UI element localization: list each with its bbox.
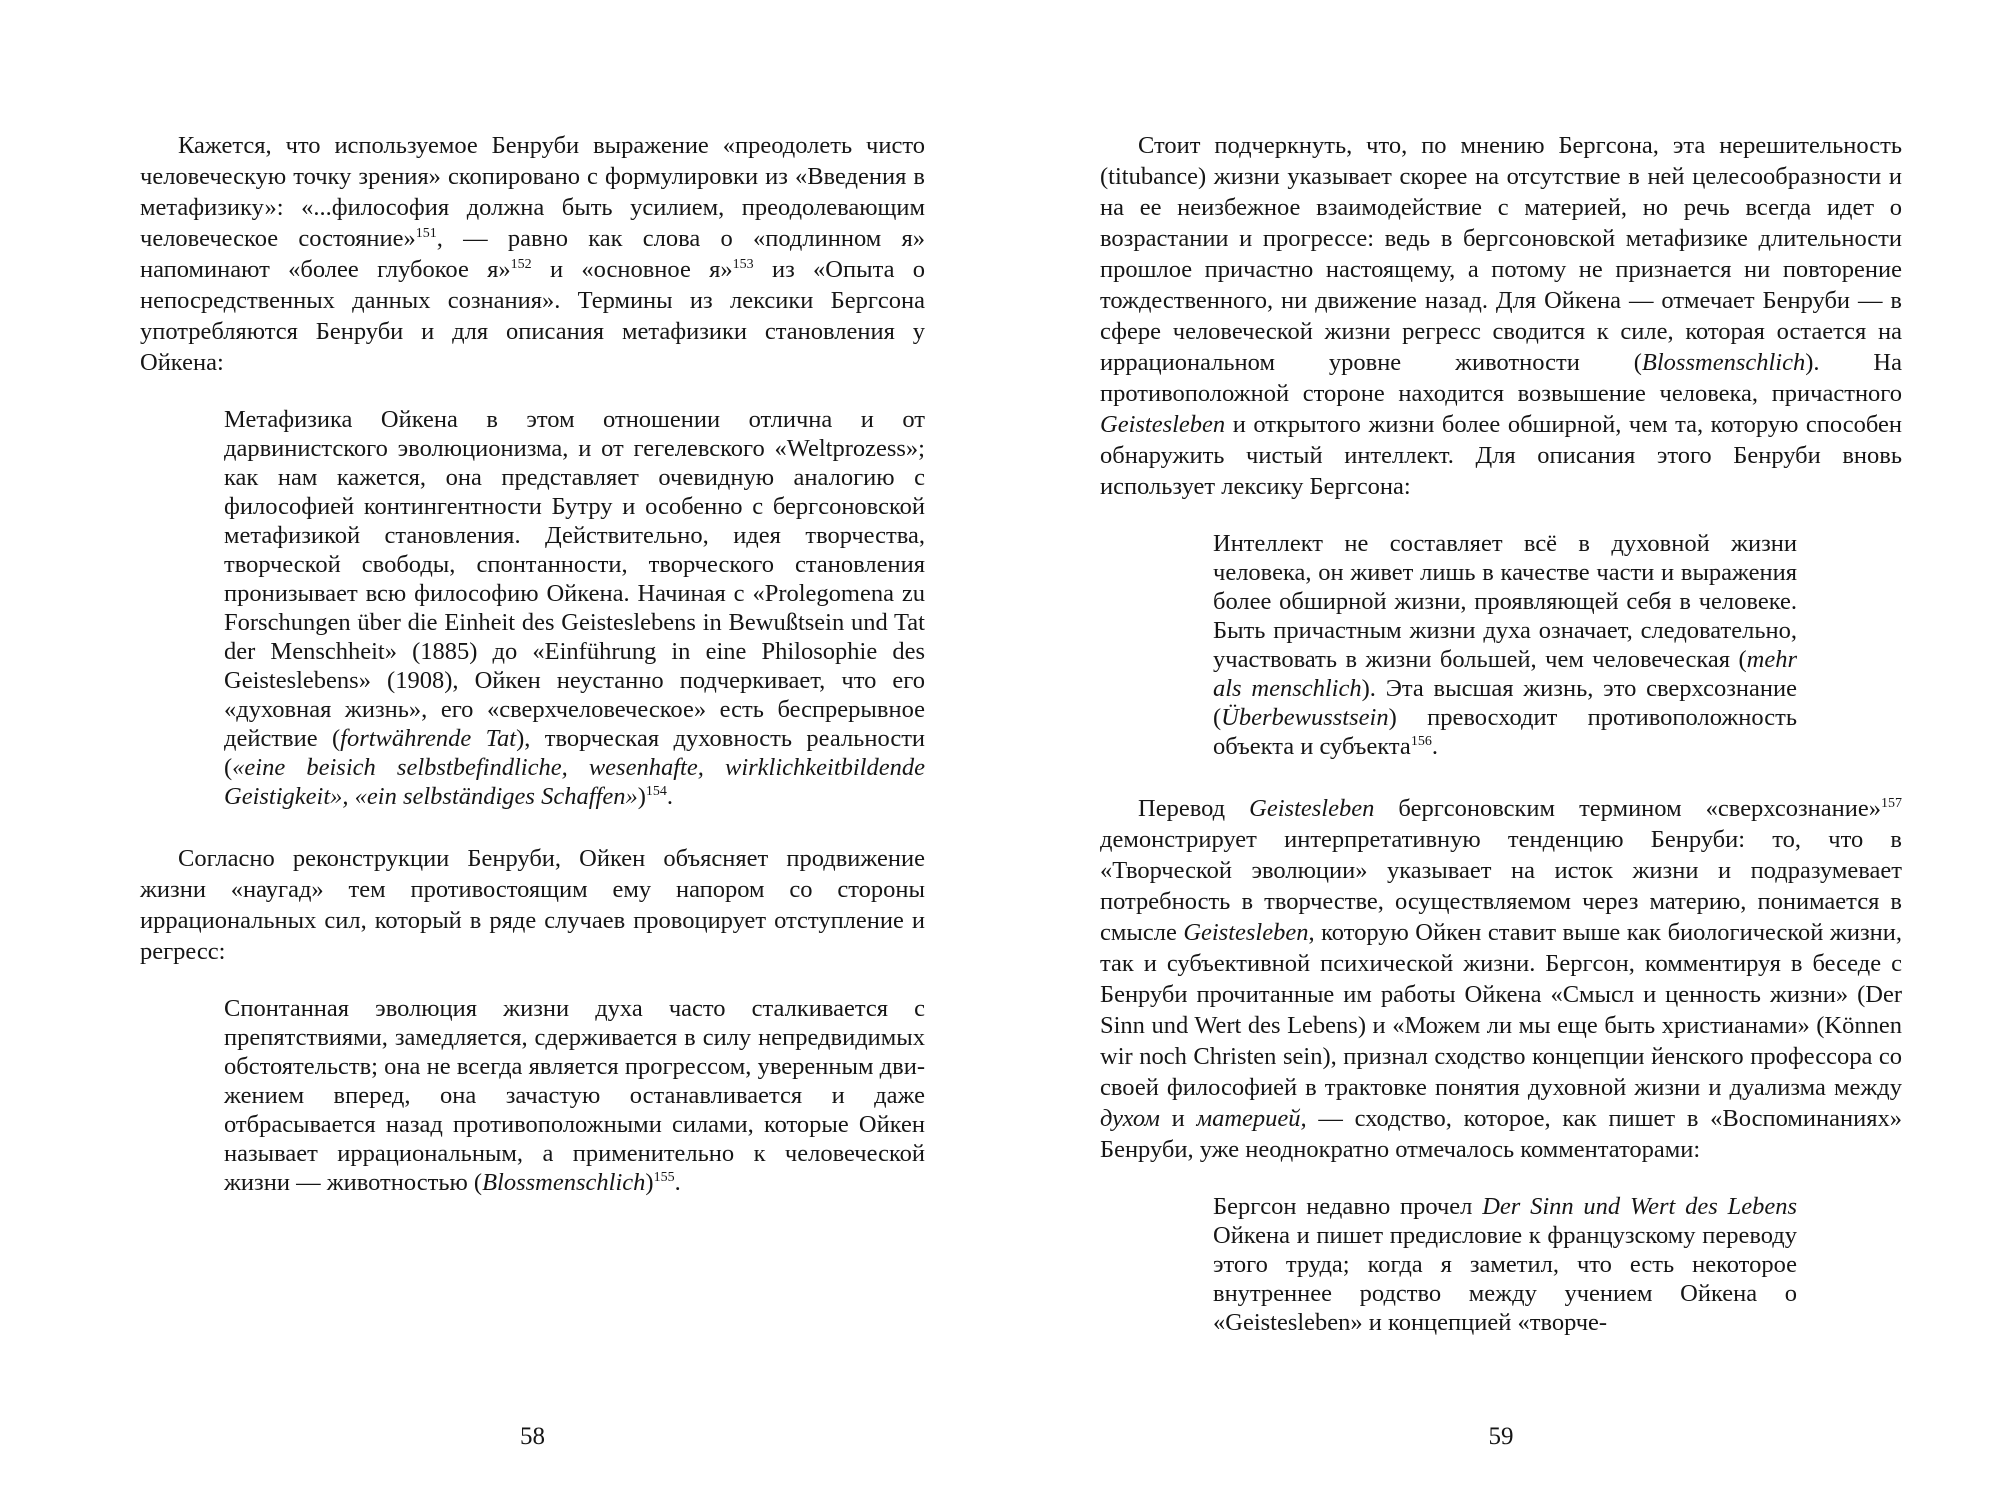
italic-term: духом (1100, 1105, 1160, 1132)
left-page (140, 0, 925, 1500)
italic-term: mehr als menschlich (1213, 646, 1797, 702)
text-run: бергсоновским термином «сверхсознание» (1374, 795, 1881, 822)
quote-paragraph (224, 405, 925, 811)
quote-paragraph (1213, 529, 1797, 761)
text-run: Интеллект не составляет всё в духовной жизни человека, он живет лишь в качестве части и выражения более обширной жизни, проявляющей себя в человеке. Быть причастным жизни духа означает, следовательно, участвовать в жизни большей, чем человеческая ( (1213, 530, 1797, 673)
italic-term: «eine beisich selbstbefindliche, wesenhafte, wirklichkeitbildende Geistigkeit», «ein selbständiges Schaffen» (224, 754, 925, 810)
quote-paragraph (224, 994, 925, 1197)
italic-term: Blossmenschlich (1641, 349, 1806, 376)
text-run: . (674, 1169, 681, 1196)
page-number: 59 (1488, 1423, 1514, 1450)
italic-term: Der Sinn und Wert des Lebens (1482, 1193, 1797, 1220)
footnote-ref[interactable]: 154 (645, 784, 667, 799)
text-run: Стоит подчеркнуть, что, по мнению Бергсона, эта нерешительность (titubance) жизни указывает скорее на отсутствие в ней целесообразности и на ее неизбежное взаимодействие с материей, но речь всегда идет о возрастании и прогрессе: ведь в бергсоновской метафизике длительности прошлое причастно настоящему, а потому не признается ни повторение тождественного, ни движение назад. Для Ойкена — отмечает Бенруби — в сфере человеческой жизни регресс сводится к силе, которая остается на иррациональном уровне животности ( (1100, 132, 1902, 376)
text-run: ) (645, 1169, 654, 1196)
right-page-text (1100, 130, 1902, 1337)
text-run: ). Эта высшая жизнь, это сверхсознание ( (1213, 675, 1797, 731)
paragraph (1100, 130, 1902, 502)
page-number: 58 (520, 1423, 545, 1450)
footnote-ref[interactable]: 157 (1881, 796, 1902, 811)
text-run: и «основное я» (531, 256, 733, 283)
text-run: демонстрирует интерпретативную тенденцию Бенруби: то, что в «Творческой эволюции» указывает на исток жизни и подразумевает потребность в творчестве, осуществляемом через материю, понимается в смысле (1100, 826, 1902, 946)
text-run: ) превосходит противоположность объекта и субъекта (1213, 704, 1797, 760)
italic-term: Geistesleben (1100, 411, 1226, 438)
paragraph: Согласно реконструкции Бенруби, Ойкен объясняет продвижение жизни «наугад» тем противостоящим ему напором со стороны иррациональных сил, который в ряде случаев провоцирует отступление и регресс: (140, 845, 925, 965)
paragraph (1100, 793, 1902, 1165)
footnote-ref[interactable]: 153 (732, 257, 754, 272)
italic-term: fortwährende Tat (340, 725, 517, 752)
italic-term: Geistesleben (1183, 919, 1309, 946)
italic-term: Überbewusstsein (1221, 704, 1389, 731)
text-run: , — равно как слова о «подлинном я» напоминают «более глубокое я» (140, 225, 926, 283)
footnote-ref[interactable]: 152 (510, 257, 532, 272)
text-run: , которую Ойкен ставит выше как биологической жизни, так и субъективной психической жизни. Бергсон, комментируя в беседе с Бенруби прочитанные им работы Ойкена «Смысл и ценность жизни» (Der Sinn und Wert des Lebens) и «Можем ли мы еще быть христианами» (Können wir noch Christen sein), признал сходство концепции йенского профессора со своей философией в трактовке понятия духовной жизни и дуализма между (1100, 919, 1902, 1101)
text-run: Бергсон недавно прочел (1213, 1193, 1483, 1220)
block-quote (1213, 1192, 1797, 1337)
text-run: ), творческая духовность реальности ( (224, 725, 926, 781)
text-run: — сходство, которое, как пишет в «Воспоминаниях» Бенруби, уже неоднократно отмечалось комментаторами: (1100, 1105, 1902, 1163)
quote-paragraph (1213, 1192, 1797, 1337)
italic-term: Blossmenschlich (482, 1169, 646, 1196)
text-run: . (1431, 733, 1438, 760)
footnote-ref[interactable]: 155 (653, 1170, 675, 1185)
text-run: Кажется, что используемое Бенруби выражение «преодолеть чисто человеческую точку зрения» скопировано с формулировки из «Введения в метафизику»: «...философия должна быть усилием, преодолевающим человеческое состояние» (140, 132, 925, 252)
text-run: и открытого жизни более обширной, чем та, которую способен обнаружить чистый интеллект. Для описания этого Бенруби вновь использует лексику Бергсона: (1100, 411, 1902, 500)
footnote-ref[interactable]: 156 (1410, 734, 1432, 749)
italic-term: Geistesleben (1249, 795, 1375, 822)
italic-term: материей, (1196, 1105, 1307, 1132)
right-page (1100, 0, 1902, 1500)
left-page-text (140, 130, 925, 1197)
text-run: Метафизика Ойкена в этом отношении отлична и от дарвинистского эволюционизма, и от гегелевского «Weltprozess»; как нам кажется, она представляет очевидную аналогию с философией контингентности Бутру и особенно с бергсоновской метафизикой становления. Действительно, идея творчества, творческой свободы, спонтанности, творческого становления пронизывает всю философию Ойкена. Начиная с «Prolegomena zu Forschungen über die Einheit des Geisteslebens in Bewußtsein und Tat der Menschheit» (1885) до «Einführung in eine Philosophie des Geisteslebens» (1908), Ойкен неустанно подчеркивает, что его «духовная жизнь», его «сверхчеловеческое» есть беспрерывное действие ( (224, 406, 925, 752)
text-run: Ойкена и пишет предисловие к французскому переводу этого труда; когда я заметил, что есть некоторое внутреннее родство между учением Ойкена о «Geistesleben» и концепцией «творче- (1213, 1222, 1797, 1336)
text-run: ). На противоположной стороне находится возвышение человека, причастного (1100, 349, 1902, 407)
block-quote (1213, 529, 1797, 761)
text-run: и (1159, 1105, 1197, 1132)
footnote-ref[interactable]: 151 (415, 226, 437, 241)
text-run: Спонтанная эволюция жизни духа часто сталкивается с препятствиями, замедляется, сдерживается в силу непредвидимых обстоятельств; она не всегда является прогрессом, уверенным движением вперед, она зачастую останавливается и даже отбрасывается назад противоположными силами, которые Ойкен называет иррациональным, а применительно к человеческой жизни — животностью ( (224, 995, 925, 1196)
text-run: . (666, 783, 673, 810)
paragraph (140, 130, 925, 378)
block-quote (224, 994, 925, 1197)
block-quote (224, 405, 925, 811)
text-run: из «Опыта о непосредственных данных сознания». Термины из лексики Бергсона употребляются Бенруби и для описания метафизики становления у Ойкена: (140, 256, 925, 376)
text-run: Перевод (1138, 795, 1250, 822)
text-run: ) (637, 783, 646, 810)
